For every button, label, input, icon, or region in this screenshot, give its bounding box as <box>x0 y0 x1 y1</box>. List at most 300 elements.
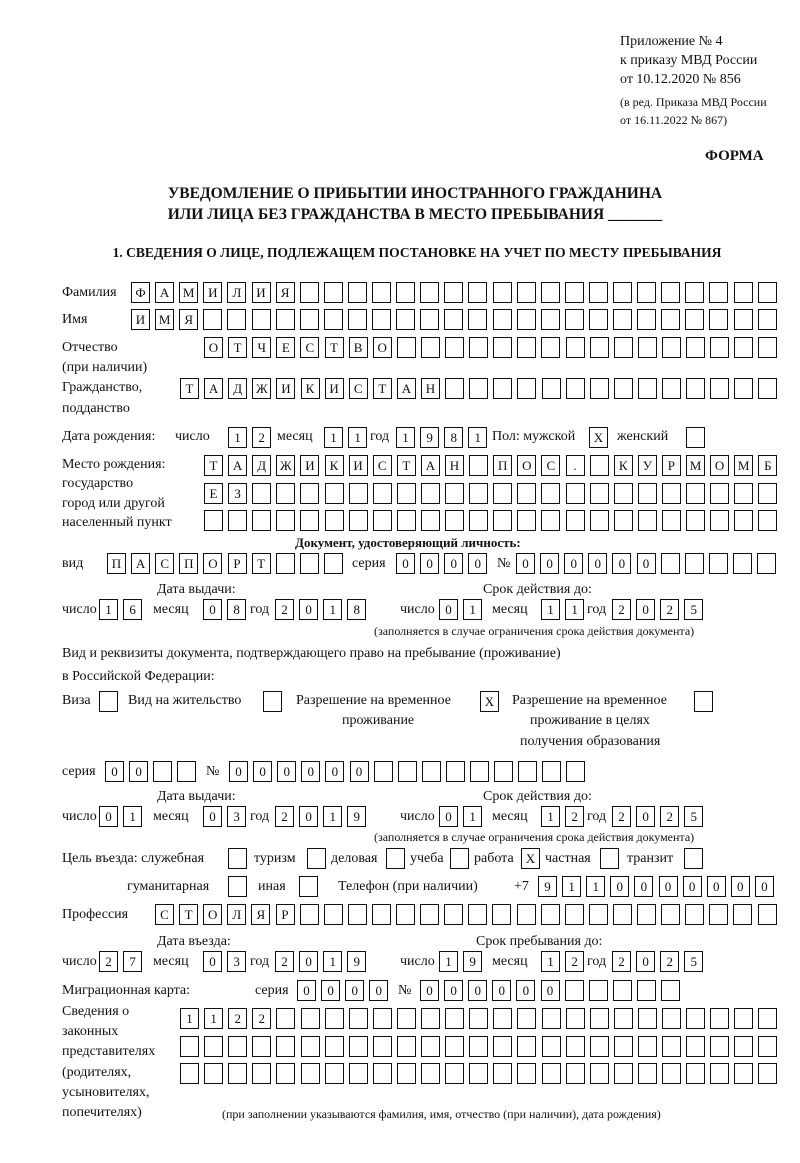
char-box[interactable] <box>589 980 608 1001</box>
char-box[interactable] <box>710 483 729 504</box>
char-box[interactable] <box>180 1036 199 1057</box>
char-box[interactable]: 1 <box>541 599 560 620</box>
char-box[interactable] <box>252 483 271 504</box>
char-box[interactable] <box>589 282 608 303</box>
char-box[interactable] <box>444 904 463 925</box>
char-box[interactable] <box>252 1036 271 1057</box>
char-box[interactable]: Т <box>397 455 416 476</box>
char-box[interactable] <box>686 427 705 448</box>
char-box[interactable]: И <box>131 309 150 330</box>
char-box[interactable] <box>733 904 752 925</box>
char-box[interactable] <box>493 1063 512 1084</box>
char-box[interactable] <box>541 483 560 504</box>
char-box[interactable]: 0 <box>325 761 344 782</box>
char-box[interactable] <box>445 378 464 399</box>
char-box[interactable]: О <box>517 455 536 476</box>
char-box[interactable] <box>589 904 608 925</box>
char-box[interactable]: 2 <box>252 1008 271 1029</box>
char-box[interactable]: 0 <box>350 761 369 782</box>
char-box[interactable]: А <box>421 455 440 476</box>
char-box[interactable]: 1 <box>541 806 560 827</box>
char-box[interactable] <box>469 455 488 476</box>
char-box[interactable]: 0 <box>420 553 439 574</box>
char-box[interactable] <box>324 282 343 303</box>
char-box[interactable] <box>276 309 295 330</box>
char-box[interactable] <box>684 848 703 869</box>
char-box[interactable] <box>661 282 680 303</box>
char-box[interactable]: И <box>349 455 368 476</box>
char-box[interactable] <box>734 282 753 303</box>
char-box[interactable] <box>421 337 440 358</box>
char-box[interactable]: Я <box>179 309 198 330</box>
char-box[interactable] <box>372 309 391 330</box>
char-box[interactable] <box>614 337 633 358</box>
char-box[interactable]: 0 <box>253 761 272 782</box>
char-box[interactable]: 0 <box>444 980 463 1001</box>
char-box[interactable] <box>228 876 247 897</box>
char-box[interactable] <box>709 282 728 303</box>
char-box[interactable] <box>614 510 633 531</box>
char-box[interactable]: 0 <box>634 876 653 897</box>
char-box[interactable]: О <box>203 553 222 574</box>
char-box[interactable] <box>469 510 488 531</box>
char-box[interactable]: Ж <box>276 455 295 476</box>
char-box[interactable] <box>397 483 416 504</box>
char-box[interactable] <box>203 309 222 330</box>
char-box[interactable]: Н <box>421 378 440 399</box>
char-box[interactable]: 2 <box>612 806 631 827</box>
char-box[interactable] <box>372 904 391 925</box>
char-box[interactable] <box>637 904 656 925</box>
char-box[interactable]: Н <box>445 455 464 476</box>
char-box[interactable] <box>99 691 118 712</box>
char-box[interactable]: 0 <box>444 553 463 574</box>
char-box[interactable]: 0 <box>203 806 222 827</box>
char-box[interactable] <box>541 510 560 531</box>
char-box[interactable] <box>709 553 728 574</box>
char-box[interactable]: Ф <box>131 282 150 303</box>
char-box[interactable] <box>734 1063 753 1084</box>
char-box[interactable] <box>600 848 619 869</box>
char-box[interactable] <box>301 1063 320 1084</box>
char-box[interactable]: С <box>155 904 174 925</box>
char-box[interactable]: 9 <box>420 427 439 448</box>
char-box[interactable] <box>758 1036 777 1057</box>
char-box[interactable]: Х <box>480 691 499 712</box>
char-box[interactable] <box>565 980 584 1001</box>
char-box[interactable] <box>444 309 463 330</box>
char-box[interactable]: 1 <box>123 806 142 827</box>
char-box[interactable] <box>468 904 487 925</box>
char-box[interactable] <box>541 309 560 330</box>
char-box[interactable]: П <box>107 553 126 574</box>
char-box[interactable]: В <box>349 337 368 358</box>
char-box[interactable]: 0 <box>277 761 296 782</box>
char-box[interactable] <box>468 282 487 303</box>
char-box[interactable]: 0 <box>755 876 774 897</box>
char-box[interactable] <box>758 483 777 504</box>
char-box[interactable] <box>637 309 656 330</box>
char-box[interactable] <box>734 1008 753 1029</box>
char-box[interactable]: У <box>638 455 657 476</box>
char-box[interactable] <box>445 510 464 531</box>
char-box[interactable] <box>445 1063 464 1084</box>
char-box[interactable] <box>374 761 393 782</box>
char-box[interactable] <box>301 1036 320 1057</box>
char-box[interactable] <box>638 1036 657 1057</box>
char-box[interactable] <box>396 904 415 925</box>
char-box[interactable]: 0 <box>636 599 655 620</box>
char-box[interactable] <box>686 337 705 358</box>
char-box[interactable] <box>397 337 416 358</box>
char-box[interactable] <box>517 483 536 504</box>
char-box[interactable] <box>300 282 319 303</box>
char-box[interactable]: 9 <box>347 951 366 972</box>
char-box[interactable] <box>517 378 536 399</box>
char-box[interactable] <box>373 1063 392 1084</box>
char-box[interactable] <box>398 761 417 782</box>
char-box[interactable] <box>613 904 632 925</box>
char-box[interactable]: 0 <box>564 553 583 574</box>
char-box[interactable] <box>373 1008 392 1029</box>
char-box[interactable]: 0 <box>492 980 511 1001</box>
char-box[interactable]: 2 <box>565 951 584 972</box>
char-box[interactable] <box>300 904 319 925</box>
char-box[interactable]: М <box>179 282 198 303</box>
char-box[interactable] <box>614 1063 633 1084</box>
char-box[interactable] <box>300 309 319 330</box>
char-box[interactable] <box>252 309 271 330</box>
char-box[interactable] <box>445 1036 464 1057</box>
char-box[interactable]: 0 <box>659 876 678 897</box>
char-box[interactable]: 0 <box>588 553 607 574</box>
char-box[interactable]: 1 <box>324 427 343 448</box>
char-box[interactable]: 1 <box>99 599 118 620</box>
char-box[interactable]: М <box>686 455 705 476</box>
char-box[interactable]: Х <box>521 848 540 869</box>
char-box[interactable] <box>637 282 656 303</box>
char-box[interactable] <box>348 904 367 925</box>
char-box[interactable]: Л <box>227 282 246 303</box>
char-box[interactable] <box>445 483 464 504</box>
char-box[interactable] <box>469 378 488 399</box>
char-box[interactable] <box>686 1036 705 1057</box>
char-box[interactable]: 0 <box>105 761 124 782</box>
char-box[interactable] <box>662 1008 681 1029</box>
char-box[interactable] <box>396 282 415 303</box>
char-box[interactable]: Р <box>228 553 247 574</box>
char-box[interactable] <box>325 483 344 504</box>
char-box[interactable] <box>709 309 728 330</box>
char-box[interactable] <box>492 904 511 925</box>
char-box[interactable]: 0 <box>99 806 118 827</box>
char-box[interactable] <box>661 309 680 330</box>
char-box[interactable] <box>613 980 632 1001</box>
char-box[interactable] <box>566 1063 585 1084</box>
char-box[interactable] <box>446 761 465 782</box>
char-box[interactable]: 5 <box>684 951 703 972</box>
char-box[interactable] <box>590 337 609 358</box>
char-box[interactable] <box>421 1008 440 1029</box>
char-box[interactable]: 0 <box>299 806 318 827</box>
char-box[interactable] <box>613 309 632 330</box>
char-box[interactable] <box>493 483 512 504</box>
char-box[interactable] <box>517 337 536 358</box>
char-box[interactable] <box>276 483 295 504</box>
char-box[interactable] <box>542 1008 561 1029</box>
char-box[interactable] <box>517 1036 536 1057</box>
char-box[interactable]: 1 <box>323 951 342 972</box>
char-box[interactable] <box>662 510 681 531</box>
char-box[interactable]: 0 <box>612 553 631 574</box>
char-box[interactable] <box>709 904 728 925</box>
char-box[interactable]: Т <box>373 378 392 399</box>
char-box[interactable]: 9 <box>538 876 557 897</box>
char-box[interactable] <box>734 1036 753 1057</box>
char-box[interactable]: К <box>325 455 344 476</box>
char-box[interactable]: С <box>373 455 392 476</box>
char-box[interactable] <box>694 691 713 712</box>
char-box[interactable]: Ч <box>252 337 271 358</box>
char-box[interactable]: 1 <box>468 427 487 448</box>
char-box[interactable] <box>566 378 585 399</box>
char-box[interactable]: 0 <box>129 761 148 782</box>
char-box[interactable] <box>758 904 777 925</box>
char-box[interactable] <box>444 282 463 303</box>
char-box[interactable] <box>180 1063 199 1084</box>
char-box[interactable]: С <box>155 553 174 574</box>
char-box[interactable] <box>397 1063 416 1084</box>
char-box[interactable]: 2 <box>612 599 631 620</box>
char-box[interactable]: Я <box>276 282 295 303</box>
char-box[interactable] <box>252 1063 271 1084</box>
char-box[interactable]: А <box>155 282 174 303</box>
char-box[interactable]: С <box>349 378 368 399</box>
char-box[interactable] <box>614 483 633 504</box>
char-box[interactable]: К <box>301 378 320 399</box>
char-box[interactable] <box>590 1036 609 1057</box>
char-box[interactable] <box>758 1008 777 1029</box>
char-box[interactable] <box>661 904 680 925</box>
char-box[interactable] <box>469 1008 488 1029</box>
char-box[interactable] <box>518 761 537 782</box>
char-box[interactable]: Р <box>662 455 681 476</box>
char-box[interactable]: О <box>204 337 223 358</box>
char-box[interactable]: 0 <box>321 980 340 1001</box>
char-box[interactable] <box>614 1008 633 1029</box>
char-box[interactable]: А <box>397 378 416 399</box>
char-box[interactable]: 0 <box>203 599 222 620</box>
char-box[interactable]: Т <box>204 455 223 476</box>
char-box[interactable] <box>686 483 705 504</box>
char-box[interactable] <box>468 309 487 330</box>
char-box[interactable]: 0 <box>299 951 318 972</box>
char-box[interactable] <box>348 309 367 330</box>
char-box[interactable]: Я <box>251 904 270 925</box>
char-box[interactable] <box>386 848 405 869</box>
char-box[interactable] <box>710 1008 729 1029</box>
char-box[interactable] <box>227 309 246 330</box>
char-box[interactable]: П <box>179 553 198 574</box>
char-box[interactable]: 0 <box>369 980 388 1001</box>
char-box[interactable] <box>733 553 752 574</box>
char-box[interactable]: Ж <box>252 378 271 399</box>
char-box[interactable]: Б <box>758 455 777 476</box>
char-box[interactable] <box>420 309 439 330</box>
char-box[interactable]: 2 <box>275 806 294 827</box>
char-box[interactable] <box>566 483 585 504</box>
char-box[interactable] <box>420 904 439 925</box>
char-box[interactable] <box>758 282 777 303</box>
char-box[interactable] <box>686 1063 705 1084</box>
char-box[interactable] <box>349 510 368 531</box>
char-box[interactable] <box>276 1036 295 1057</box>
char-box[interactable] <box>307 848 326 869</box>
char-box[interactable]: 0 <box>637 553 656 574</box>
char-box[interactable]: И <box>276 378 295 399</box>
char-box[interactable] <box>517 904 536 925</box>
char-box[interactable] <box>662 337 681 358</box>
char-box[interactable]: К <box>614 455 633 476</box>
char-box[interactable]: Х <box>589 427 608 448</box>
char-box[interactable]: С <box>300 337 319 358</box>
char-box[interactable] <box>661 980 680 1001</box>
char-box[interactable] <box>300 483 319 504</box>
char-box[interactable]: Д <box>228 378 247 399</box>
char-box[interactable] <box>613 282 632 303</box>
char-box[interactable]: А <box>131 553 150 574</box>
char-box[interactable] <box>469 1036 488 1057</box>
char-box[interactable]: З <box>228 483 247 504</box>
char-box[interactable]: 0 <box>540 553 559 574</box>
char-box[interactable]: 0 <box>439 806 458 827</box>
char-box[interactable] <box>493 1036 512 1057</box>
char-box[interactable] <box>710 378 729 399</box>
char-box[interactable]: О <box>203 904 222 925</box>
char-box[interactable] <box>276 1063 295 1084</box>
char-box[interactable] <box>589 309 608 330</box>
char-box[interactable]: 3 <box>227 951 246 972</box>
char-box[interactable]: 5 <box>684 806 703 827</box>
char-box[interactable] <box>349 1008 368 1029</box>
char-box[interactable] <box>450 848 469 869</box>
char-box[interactable] <box>422 761 441 782</box>
char-box[interactable] <box>710 337 729 358</box>
char-box[interactable]: 0 <box>203 951 222 972</box>
char-box[interactable] <box>638 1063 657 1084</box>
char-box[interactable] <box>469 337 488 358</box>
char-box[interactable] <box>349 1063 368 1084</box>
char-box[interactable]: 0 <box>301 761 320 782</box>
char-box[interactable] <box>324 904 343 925</box>
char-box[interactable] <box>661 553 680 574</box>
char-box[interactable]: 0 <box>229 761 248 782</box>
char-box[interactable]: 1 <box>323 599 342 620</box>
char-box[interactable] <box>300 510 319 531</box>
char-box[interactable] <box>637 980 656 1001</box>
char-box[interactable]: 8 <box>227 599 246 620</box>
char-box[interactable] <box>153 761 172 782</box>
char-box[interactable] <box>421 1036 440 1057</box>
char-box[interactable]: И <box>252 282 271 303</box>
char-box[interactable] <box>710 1063 729 1084</box>
char-box[interactable] <box>325 510 344 531</box>
char-box[interactable] <box>686 1008 705 1029</box>
char-box[interactable]: Т <box>228 337 247 358</box>
char-box[interactable]: Р <box>276 904 295 925</box>
char-box[interactable]: 0 <box>297 980 316 1001</box>
char-box[interactable] <box>758 309 777 330</box>
char-box[interactable]: 1 <box>586 876 605 897</box>
char-box[interactable] <box>397 1036 416 1057</box>
char-box[interactable] <box>758 337 777 358</box>
char-box[interactable] <box>325 1063 344 1084</box>
char-box[interactable] <box>590 483 609 504</box>
char-box[interactable] <box>493 282 512 303</box>
char-box[interactable] <box>348 282 367 303</box>
char-box[interactable] <box>325 1008 344 1029</box>
char-box[interactable] <box>493 309 512 330</box>
char-box[interactable] <box>685 309 704 330</box>
char-box[interactable] <box>734 510 753 531</box>
char-box[interactable] <box>685 553 704 574</box>
char-box[interactable] <box>590 455 609 476</box>
char-box[interactable] <box>204 1036 223 1057</box>
char-box[interactable] <box>373 483 392 504</box>
char-box[interactable]: 5 <box>684 599 703 620</box>
char-box[interactable]: 2 <box>252 427 271 448</box>
char-box[interactable]: 1 <box>565 599 584 620</box>
char-box[interactable] <box>517 1063 536 1084</box>
char-box[interactable] <box>566 510 585 531</box>
char-box[interactable] <box>517 510 536 531</box>
char-box[interactable] <box>276 510 295 531</box>
char-box[interactable] <box>590 378 609 399</box>
char-box[interactable]: 7 <box>123 951 142 972</box>
char-box[interactable] <box>493 1008 512 1029</box>
char-box[interactable] <box>349 483 368 504</box>
char-box[interactable] <box>542 1036 561 1057</box>
char-box[interactable] <box>493 337 512 358</box>
char-box[interactable] <box>325 1036 344 1057</box>
char-box[interactable]: 0 <box>707 876 726 897</box>
char-box[interactable]: 1 <box>562 876 581 897</box>
char-box[interactable]: 1 <box>348 427 367 448</box>
char-box[interactable] <box>421 1063 440 1084</box>
char-box[interactable] <box>541 337 560 358</box>
char-box[interactable] <box>324 309 343 330</box>
char-box[interactable]: 0 <box>396 553 415 574</box>
char-box[interactable] <box>517 282 536 303</box>
char-box[interactable] <box>445 337 464 358</box>
char-box[interactable] <box>734 378 753 399</box>
char-box[interactable] <box>517 309 536 330</box>
char-box[interactable] <box>638 483 657 504</box>
char-box[interactable]: И <box>300 455 319 476</box>
char-box[interactable] <box>541 282 560 303</box>
char-box[interactable] <box>420 282 439 303</box>
char-box[interactable]: 1 <box>396 427 415 448</box>
char-box[interactable] <box>397 1008 416 1029</box>
char-box[interactable] <box>299 876 318 897</box>
char-box[interactable]: 3 <box>227 806 246 827</box>
char-box[interactable] <box>470 761 489 782</box>
char-box[interactable] <box>276 1008 295 1029</box>
char-box[interactable] <box>614 378 633 399</box>
char-box[interactable] <box>373 510 392 531</box>
char-box[interactable] <box>204 510 223 531</box>
char-box[interactable] <box>517 1008 536 1029</box>
